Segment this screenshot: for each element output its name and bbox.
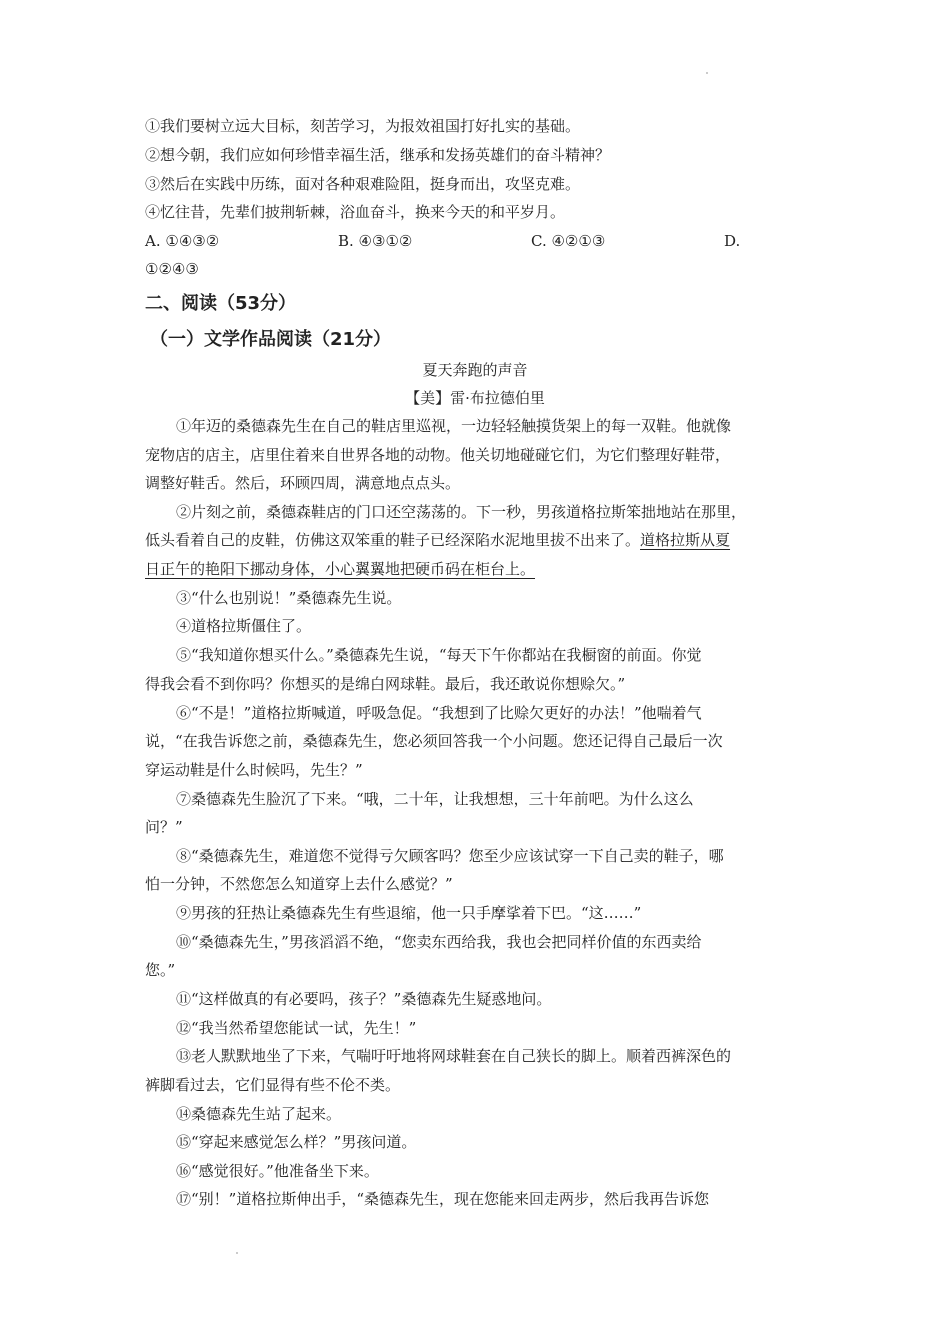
option-d-value: ①②④③: [145, 260, 199, 278]
paragraph-line: ②片刻之前，桑德森鞋店的门口还空荡荡的。下一秒，男孩道格拉斯笨拙地站在那里，: [176, 503, 747, 521]
paragraph-line: ⑧“桑德森先生，难道您不觉得亏欠顾客吗？您至少应该试穿一下自己卖的鞋子，哪: [176, 847, 724, 865]
underlined-sentence: 道格拉斯从夏: [640, 531, 731, 549]
paragraph-text: 低头看着自己的皮鞋，仿佛这双笨重的鞋子已经深陷水泥地里拔不出来了。: [145, 531, 641, 549]
paragraph-line: 穿运动鞋是什么时候吗，先生？”: [145, 761, 363, 779]
sentence-4: ④忆往昔，先辈们披荆斩棘，浴血奋斗，换来今天的和平岁月。: [145, 203, 566, 221]
paragraph-line: ⑫“我当然希望您能试一试，先生！”: [176, 1019, 417, 1037]
paragraph-line: 得我会看不到你吗？你想买的是绵白网球鞋。最后，我还敢说你想赊欠。”: [145, 675, 626, 693]
paragraph-line: ①年迈的桑德森先生在自己的鞋店里巡视，一边轻轻触摸货架上的每一双鞋。他就像: [176, 417, 732, 435]
sentence-1: ①我们要树立远大目标，刻苦学习，为报效祖国打好扎实的基础。: [145, 117, 581, 135]
paragraph-line: ⑪“这样做真的有必要吗，孩子？”桑德森先生疑惑地问。: [176, 990, 552, 1008]
option-a: A. ①④③②: [145, 232, 220, 250]
sentence-2: ②想今朝，我们应如何珍惜幸福生活，继承和发扬英雄们的奋斗精神？: [145, 146, 611, 164]
paragraph-line: ⑬老人默默地坐了下来，气喘吁吁地将网球鞋套在自己狭长的脚上。顺着西裤深色的: [176, 1047, 732, 1065]
paragraph-line: [145, 530, 730, 550]
paragraph-line: ⑯“感觉很好。”他准备坐下来。: [176, 1162, 379, 1180]
option-d-letter: D.: [724, 232, 741, 250]
paragraph-line: ⑮“穿起来感觉怎么样？”男孩问道。: [176, 1133, 417, 1151]
option-b: B. ④③①②: [338, 232, 413, 250]
scan-speck: [236, 1252, 238, 1254]
paragraph-line: ⑤“我知道你想买什么。”桑德森先生说，“每天下午你都站在我橱窗的前面。你觉: [176, 646, 702, 664]
paragraph-line: ⑰“别！”道格拉斯伸出手，“桑德森先生，现在您能来回走两步，然后我再告诉您: [176, 1190, 710, 1208]
paragraph-line: ⑥“不是！”道格拉斯喊道，呼吸急促。“我想到了比赊欠更好的办法！”他喘着气: [176, 704, 702, 722]
paragraph-line: 问？”: [145, 818, 183, 836]
paragraph-line: 说，“在我告诉您之前，桑德森先生，您必须回答我一个小问题。您还记得自己最后一次: [145, 732, 723, 750]
paragraph-line: 宠物店的店主，店里住着来自世界各地的动物。他关切地碰碰它们，为它们整理好鞋带，: [145, 446, 731, 464]
section-title: 二、阅读（53分）: [145, 293, 297, 314]
paragraph-line: ⑩“桑德森先生，”男孩滔滔不绝，“您卖东西给我，我也会把同样价值的东西卖给: [176, 933, 702, 951]
paragraph-line: ③“什么也别说！”桑德森先生说。: [176, 589, 402, 607]
paragraph-line: 怕一分钟，不然您怎么知道穿上去什么感觉？”: [145, 875, 453, 893]
paragraph-line: ⑭桑德森先生站了起来。: [176, 1105, 342, 1123]
underlined-sentence: 日正午的艳阳下挪动身体，小心翼翼地把硬币码在柜台上。: [145, 560, 536, 578]
option-c: C. ④②①③: [531, 232, 606, 250]
paragraph-line: ④道格拉斯僵住了。: [176, 617, 312, 635]
sentence-3: ③然后在实践中历练，面对各种艰难险阻，挺身而出，攻坚克难。: [145, 175, 581, 193]
scan-speck: [706, 72, 708, 74]
subsection-title: （一）文学作品阅读（21分）: [150, 329, 392, 350]
paragraph-line: ⑦桑德森先生脸沉了下来。“哦，二十年，让我想想，三十年前吧。为什么这么: [176, 790, 694, 808]
paragraph-line: 调整好鞋舌。然后，环顾四周，满意地点点头。: [145, 474, 461, 492]
paragraph-line: 您。”: [145, 961, 176, 979]
paragraph-line: 裤脚看过去，它们显得有些不伦不类。: [145, 1076, 401, 1094]
article-author: 【美】雷·布拉德伯里: [405, 389, 545, 407]
paragraph-line: ⑨男孩的狂热让桑德森先生有些退缩，他一只手摩挲着下巴。“这……”: [176, 904, 642, 922]
article-title: 夏天奔跑的声音: [422, 361, 528, 379]
